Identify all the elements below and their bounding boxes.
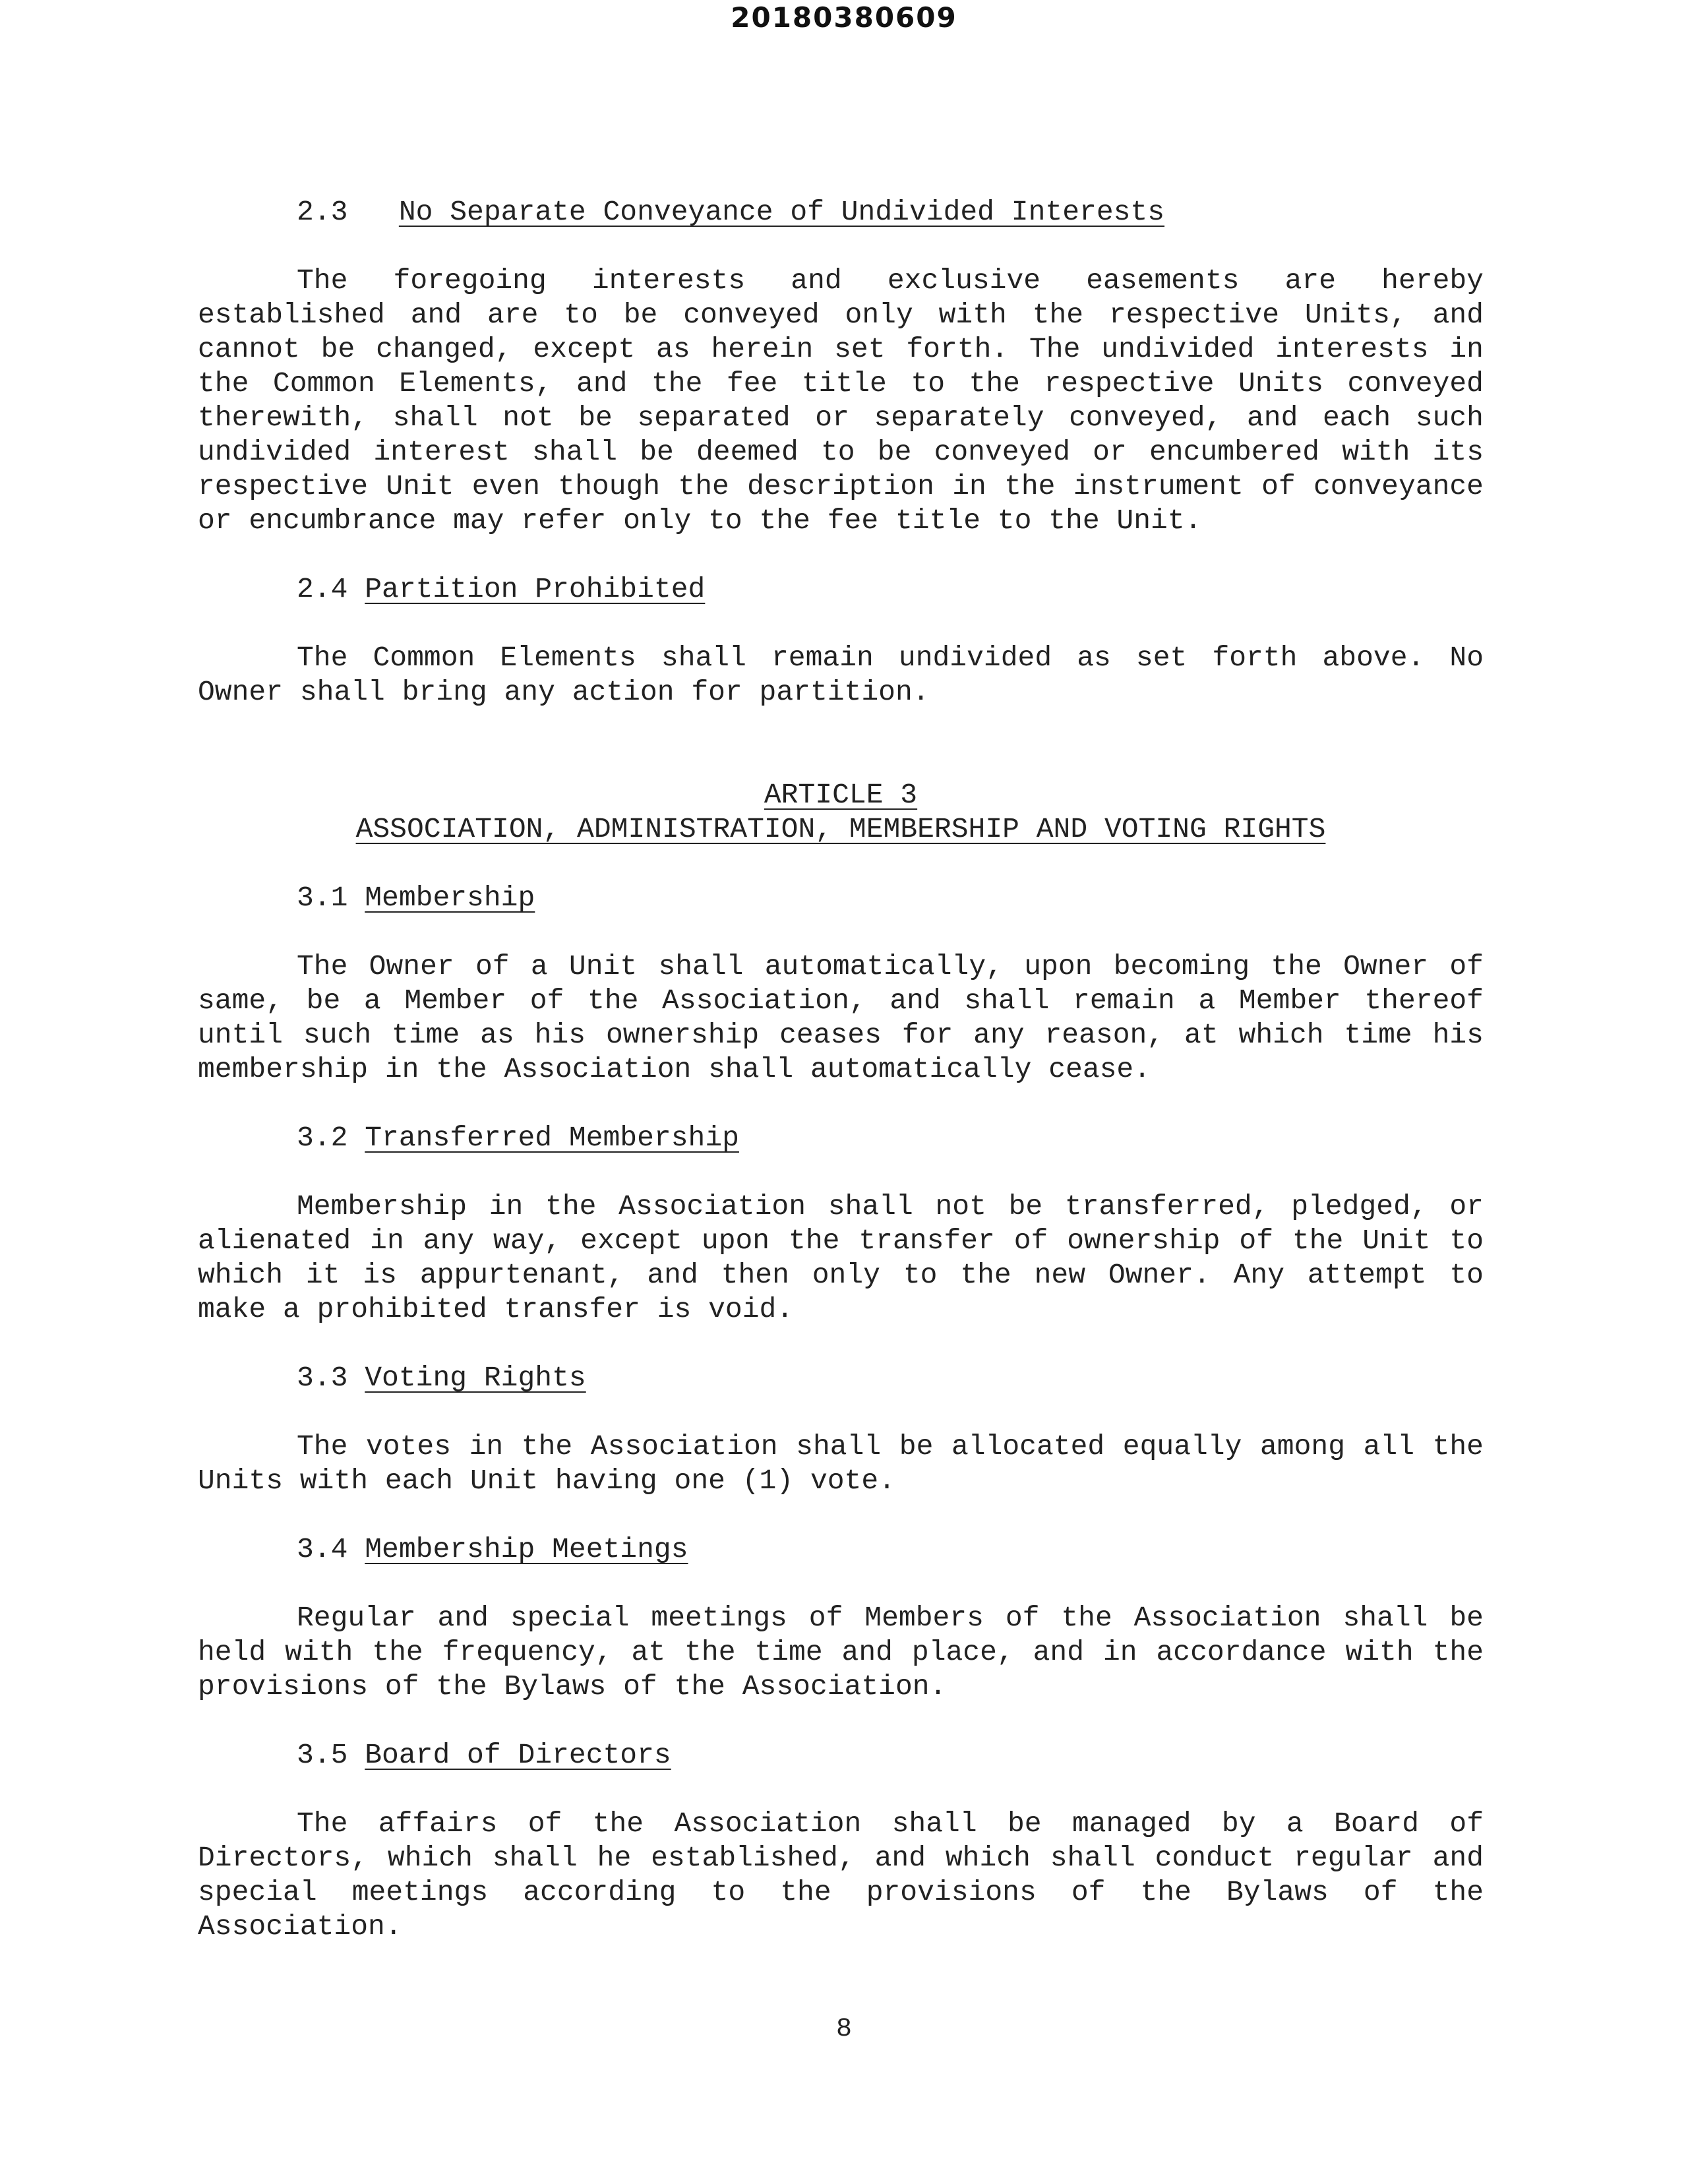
document-number: 20180380609: [731, 1, 957, 34]
section-number: 3.3: [297, 1362, 348, 1394]
article-label: ARTICLE 3: [764, 779, 918, 811]
section-title: Transferred Membership: [365, 1122, 739, 1154]
section-number: 3.2: [297, 1122, 348, 1154]
section-3-1-heading: [198, 881, 1484, 915]
section-2-4-heading: [198, 572, 1484, 607]
section-3-3-heading: [198, 1361, 1484, 1395]
section-3-3-text: The votes in the Association shall be allocated equally among all the Units with each Unit having one (1) vote.: [198, 1430, 1484, 1497]
section-title: Membership Meetings: [365, 1533, 688, 1565]
section-3-1-text: The Owner of a Unit shall automatically, upon becoming the Owner of same, be a Member of the Association, and shall remain a Member thereof until such time as his ownership ceases for any reason, at which time his membership in the Association shall automatically cease.: [198, 950, 1484, 1085]
section-title: No Separate Conveyance of Undivided Interests: [398, 196, 1165, 228]
section-2-3-heading: [198, 195, 1484, 229]
section-2-3-text: The foregoing interests and exclusive easements are hereby established and are to be conveyed only with the respective Units, and cannot be changed, except as herein set forth. The undivided interests in the Common Elements, and the fee title to the respective Units conveyed therewith, shall not be separated or separately conveyed, and each such undivided interest shall be deemed to be conveyed or encumbered with its respective Unit even though the description in the instrument of conveyance or encumbrance may refer only to the fee title to the Unit.: [198, 264, 1484, 537]
article-3-heading: [198, 778, 1484, 847]
section-2-4-text: The Common Elements shall remain undivided as set forth above. No Owner shall bring any action for partition.: [198, 642, 1484, 708]
section-title: Partition Prohibited: [365, 573, 706, 605]
section-3-4-heading: [198, 1532, 1484, 1567]
section-number: 2.4: [297, 573, 348, 605]
section-number: 3.1: [297, 882, 348, 914]
article-title: ASSOCIATION, ADMINISTRATION, MEMBERSHIP AND VOTING RIGHTS: [355, 813, 1326, 845]
section-3-4-text: Regular and special meetings of Members of the Association shall be held with the frequency, at the time and place, and in accordance with the provisions of the Bylaws of the Association.: [198, 1602, 1484, 1703]
page-body: [198, 195, 1484, 1978]
section-title: Membership: [365, 882, 535, 914]
section-title: Voting Rights: [365, 1362, 586, 1394]
section-number: 3.4: [297, 1533, 348, 1565]
section-3-5-heading: [198, 1738, 1484, 1773]
section-number: 3.5: [297, 1739, 348, 1771]
page-number: 8: [835, 2015, 852, 2044]
section-number: 2.3: [297, 196, 348, 228]
section-title: Board of Directors: [365, 1739, 671, 1771]
section-3-2-heading: [198, 1121, 1484, 1155]
section-3-5-text: The affairs of the Association shall be managed by a Board of Directors, which shall he established, and which shall conduct regular and special meetings according to the provisions of the Bylaws of the Association.: [198, 1807, 1484, 1943]
section-3-2-text: Membership in the Association shall not be transferred, pledged, or alienated in any way, except upon the transfer of ownership of the Unit to which it is appurtenant, and then only to the new Owner. Any attempt to make a prohibited transfer is void.: [198, 1190, 1484, 1325]
